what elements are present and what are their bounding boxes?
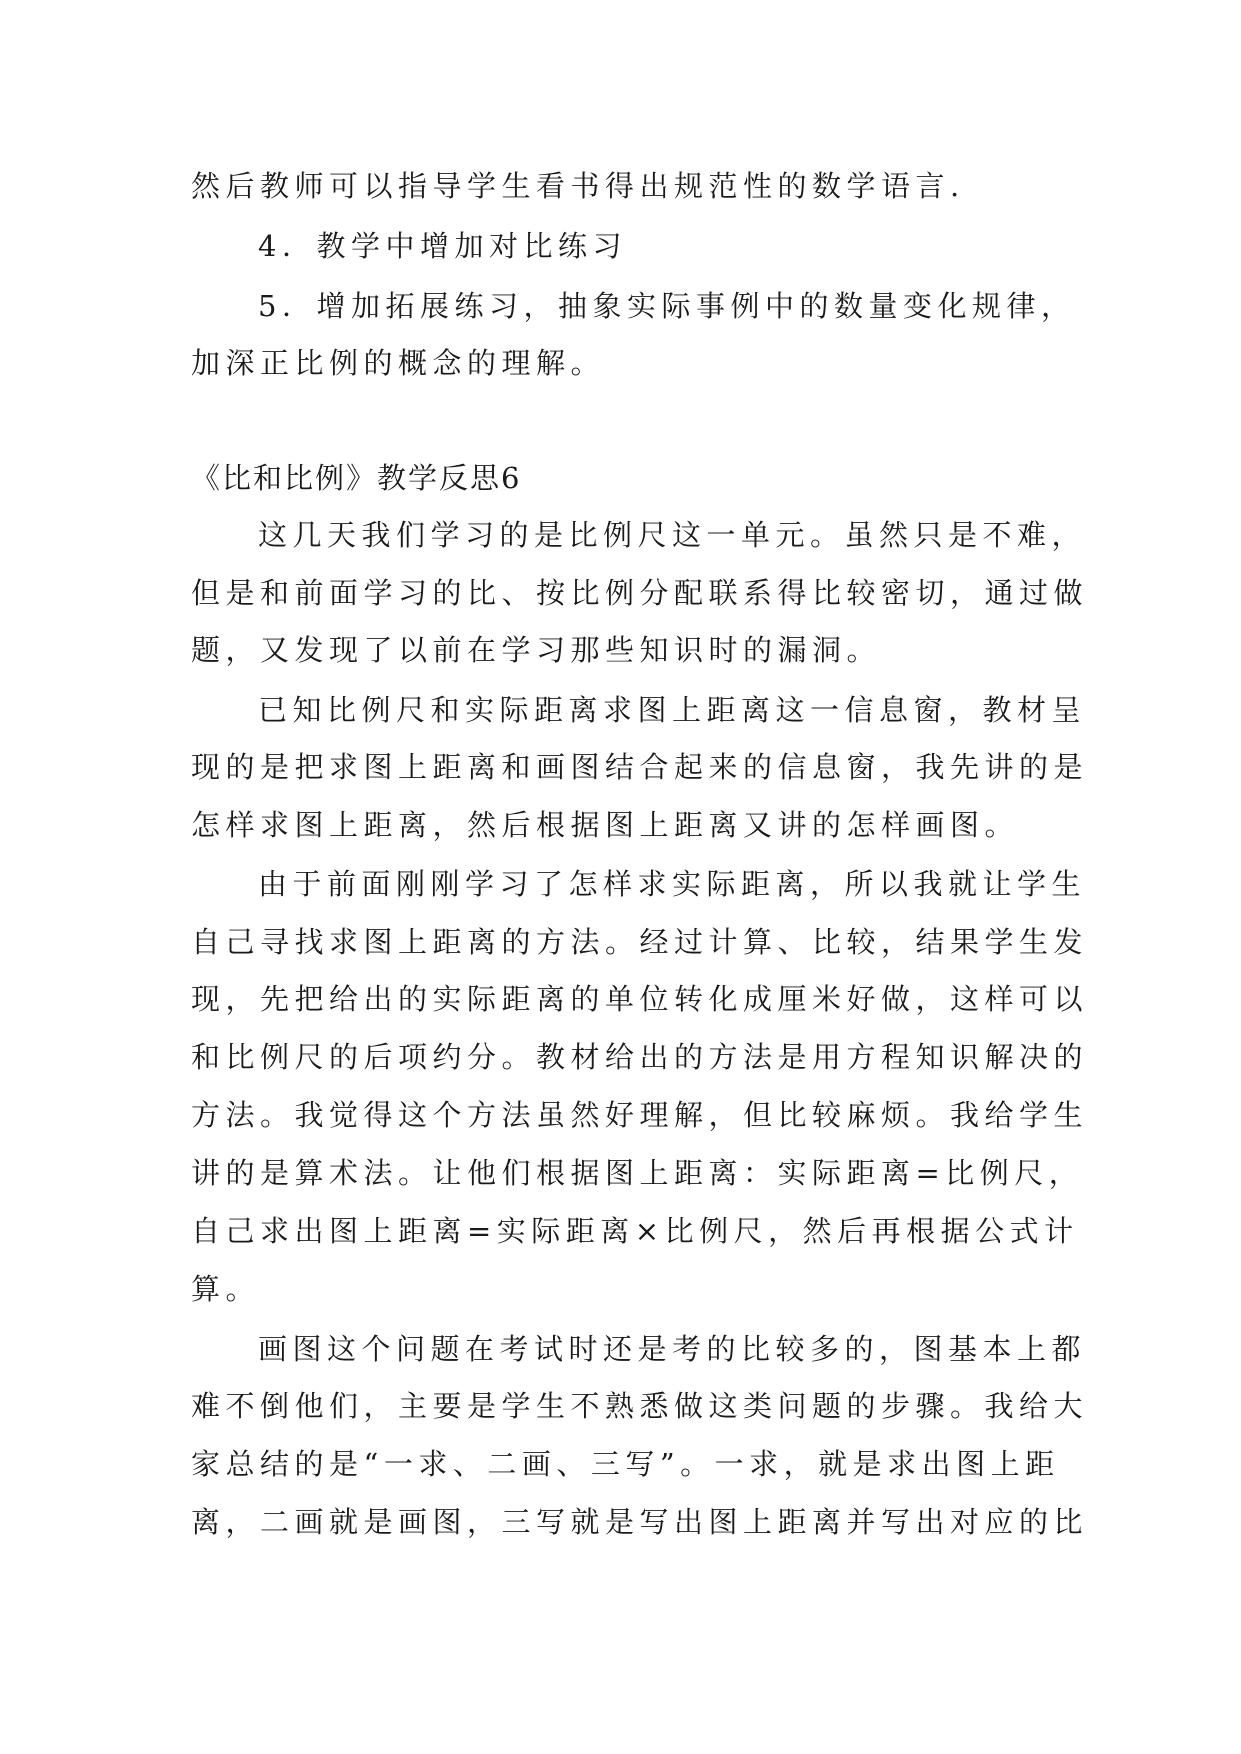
text-line: 但是和前面学习的比、按比例分配联系得比较密切，通过做: [191, 576, 1089, 610]
text-line: 4．教学中增加对比练习: [258, 229, 627, 263]
text-line: 和比例尺的后项约分。教材给出的方法是用方程知识解决的: [191, 1040, 1089, 1074]
text-line: 然后教师可以指导学生看书得出规范性的数学语言.: [191, 169, 965, 203]
section-heading: 《比和比例》教学反思6: [191, 461, 522, 495]
text-line: 怎样求图上距离，然后根据图上距离又讲的怎样画图。: [191, 808, 1020, 842]
text-line: 加深正比例的概念的理解。: [191, 346, 606, 380]
text-line: 已知比例尺和实际距离求图上距离这一信息窗，教材呈: [258, 693, 1087, 727]
text-line: 自己求出图上距离=实际距离×比例尺，然后再根据公式计: [191, 1214, 1079, 1248]
text-line: 由于前面刚刚学习了怎样求实际距离，所以我就让学生: [258, 867, 1087, 901]
text-line: 5．增加拓展练习，抽象实际事例中的数量变化规律，: [258, 289, 1076, 323]
text-line: 难不倒他们，主要是学生不熟悉做这类问题的步骤。我给大: [191, 1389, 1089, 1423]
text-line: 家总结的是“一求、二画、三写”。一求，就是求出图上距: [191, 1447, 1060, 1481]
text-line: 离，二画就是画图，三写就是写出图上距离并写出对应的比: [191, 1505, 1089, 1539]
text-line: 题，又发现了以前在学习那些知识时的漏洞。: [191, 633, 882, 667]
text-line: 现，先把给出的实际距离的单位转化成厘米好做，这样可以: [191, 982, 1089, 1016]
text-line: 算。: [191, 1272, 261, 1306]
text-line: 画图这个问题在考试时还是考的比较多的，图基本上都: [258, 1332, 1087, 1366]
text-line: 现的是把求图上距离和画图结合起来的信息窗，我先讲的是: [191, 750, 1089, 784]
text-line: 这几天我们学习的是比例尺这一单元。虽然只是不难，: [258, 518, 1087, 552]
text-line: 讲的是算术法。让他们根据图上距离：实际距离=比例尺，: [191, 1156, 1084, 1190]
text-line: 自己寻找求图上距离的方法。经过计算、比较，结果学生发: [191, 925, 1089, 959]
text-line: 方法。我觉得这个方法虽然好理解，但比较麻烦。我给学生: [191, 1098, 1089, 1132]
